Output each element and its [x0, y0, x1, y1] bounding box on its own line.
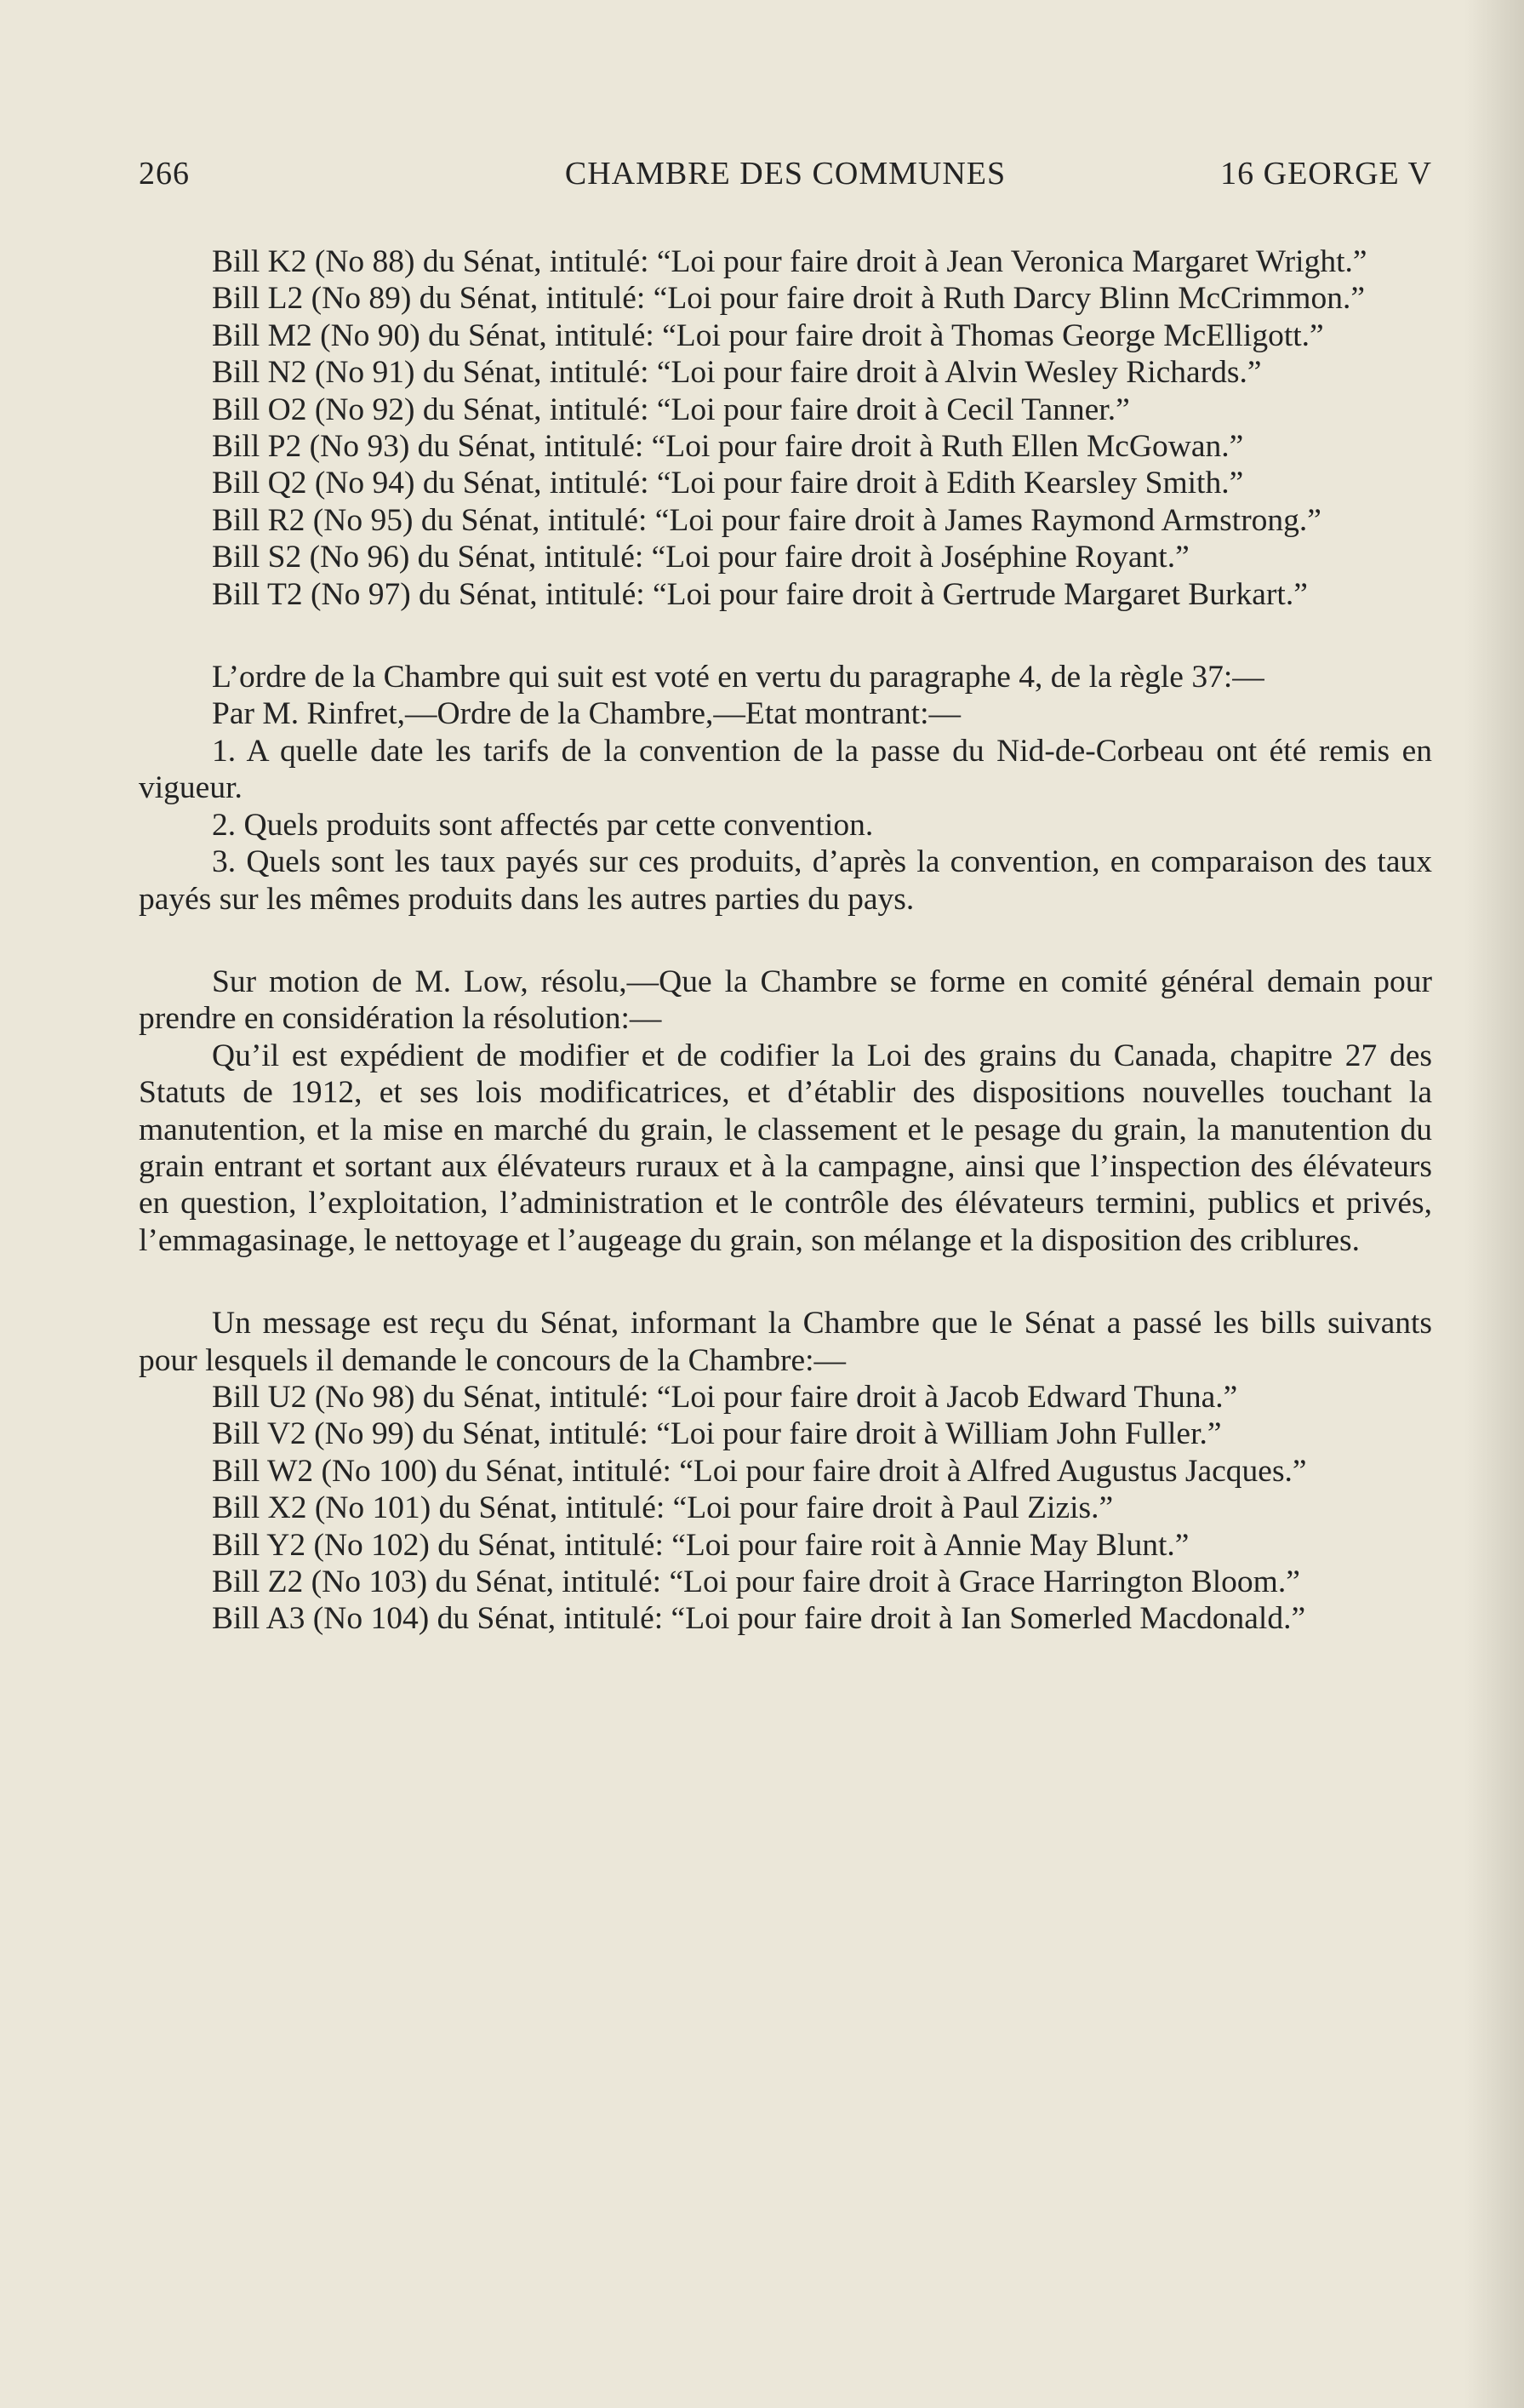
- paragraph: 2. Quels produits sont affectés par cette convention.: [212, 807, 874, 843]
- bill-entry: Bill U2 (No 98) du Sénat, intitulé: “Loi pour faire droit à Jacob Edward Thuna.”: [212, 1379, 1238, 1415]
- senate-message-section: [139, 1305, 1432, 1638]
- bill-entry: Bill Q2 (No 94) du Sénat, intitulé: “Loi pour faire droit à Edith Kearsley Smith.”: [212, 466, 1244, 501]
- paragraph: Qu’il est expédient de modifier et de codifier la Loi des grains du Canada, chapitre 27 des Statuts de 1912, et ses lois modificatrices, et d’établir des dispositions nouvelles touchant la manutention, et la mise en marché du grain, le classement et le pesage du grain, la manutention du grain entrant et sortant aux élévateurs ruraux et à la campagne, ainsi que l’inspection des élévateurs en question, l’exploitation, l’administration et le contrôle des élévateurs termini, publics et privés, l’emmagasinage, le nettoyage et l’augeage du grain, son mélange et la disposition des criblures.: [139, 1038, 1432, 1258]
- bill-entry: Bill W2 (No 100) du Sénat, intitulé: “Loi pour faire droit à Alfred Augustus Jacques.”: [212, 1453, 1307, 1489]
- bill-entry: Bill T2 (No 97) du Sénat, intitulé: “Loi pour faire droit à Gertrude Margaret Burkart.”: [212, 576, 1308, 612]
- bill-entry: Bill A3 (No 104) du Sénat, intitulé: “Loi pour faire droit à Ian Somerled Macdonald.”: [212, 1601, 1306, 1637]
- paragraph: 1. A quelle date les tarifs de la convention de la passe du Nid-de-Corbeau ont été remis en vigueur.: [139, 733, 1432, 806]
- bill-entry: Bill X2 (No 101) du Sénat, intitulé: “Loi pour faire droit à Paul Zizis.”: [212, 1490, 1114, 1526]
- order-of-house-section: [139, 659, 1432, 918]
- bill-entry: Bill M2 (No 90) du Sénat, intitulé: “Loi pour faire droit à Thomas George McElligott.”: [212, 317, 1324, 353]
- bill-entry: Bill R2 (No 95) du Sénat, intitulé: “Loi pour faire droit à James Raymond Armstrong.”: [212, 502, 1321, 538]
- bill-entry: Bill V2 (No 99) du Sénat, intitulé: “Loi pour faire droit à William John Fuller.”: [212, 1416, 1222, 1452]
- bill-entry: Bill Z2 (No 103) du Sénat, intitulé: “Loi pour faire droit à Grace Harrington Bloom.”: [212, 1564, 1300, 1599]
- bill-entry: Bill L2 (No 89) du Sénat, intitulé: “Loi pour faire droit à Ruth Darcy Blinn McCrimmon.”: [212, 281, 1365, 317]
- header-title: CHAMBRE DES COMMUNES: [564, 156, 1007, 192]
- bill-entry: Bill Y2 (No 102) du Sénat, intitulé: “Loi pour faire roit à Annie May Blunt.”: [212, 1527, 1190, 1563]
- bill-entry: Bill O2 (No 92) du Sénat, intitulé: “Loi pour faire droit à Cecil Tanner.”: [212, 392, 1130, 427]
- page-body: [139, 243, 1432, 1638]
- motion-section: [139, 964, 1432, 1259]
- bill-entry: Bill P2 (No 93) du Sénat, intitulé: “Loi pour faire droit à Ruth Ellen McGowan.”: [212, 429, 1244, 465]
- paragraph: Sur motion de M. Low, résolu,—Que la Chambre se forme en comité général demain pour prendre en considération la résolution:—: [139, 964, 1432, 1037]
- running-header: [139, 150, 1432, 197]
- bill-entry: Bill S2 (No 96) du Sénat, intitulé: “Loi pour faire droit à Joséphine Royant.”: [212, 540, 1190, 575]
- senate-bills-list-1: [139, 243, 1432, 613]
- section-gap: [139, 613, 1432, 659]
- section-gap: [139, 1259, 1432, 1305]
- paragraph: Par M. Rinfret,—Ordre de la Chambre,—Etat montrant:—: [212, 696, 961, 732]
- header-reign: 16 GEORGE V: [1220, 156, 1432, 192]
- paragraph: 3. Quels sont les taux payés sur ces produits, d’après la convention, en comparaison des taux payés sur les mêmes produits dans les autres parties du pays.: [139, 844, 1432, 917]
- page-edge-shadow: [1464, 0, 1524, 2408]
- bill-entry: Bill K2 (No 88) du Sénat, intitulé: “Loi pour faire droit à Jean Veronica Margaret Wright.”: [212, 244, 1367, 279]
- section-gap: [139, 918, 1432, 964]
- paragraph: L’ordre de la Chambre qui suit est voté en vertu du paragraphe 4, de la règle 37:—: [212, 660, 1264, 695]
- message-intro: Un message est reçu du Sénat, informant la Chambre que le Sénat a passé les bills suivants pour lesquels il demande le concours de la Chambre:—: [139, 1306, 1432, 1378]
- bill-entry: Bill N2 (No 91) du Sénat, intitulé: “Loi pour faire droit à Alvin Wesley Richards.”: [212, 355, 1262, 391]
- page-number: 266: [139, 156, 190, 192]
